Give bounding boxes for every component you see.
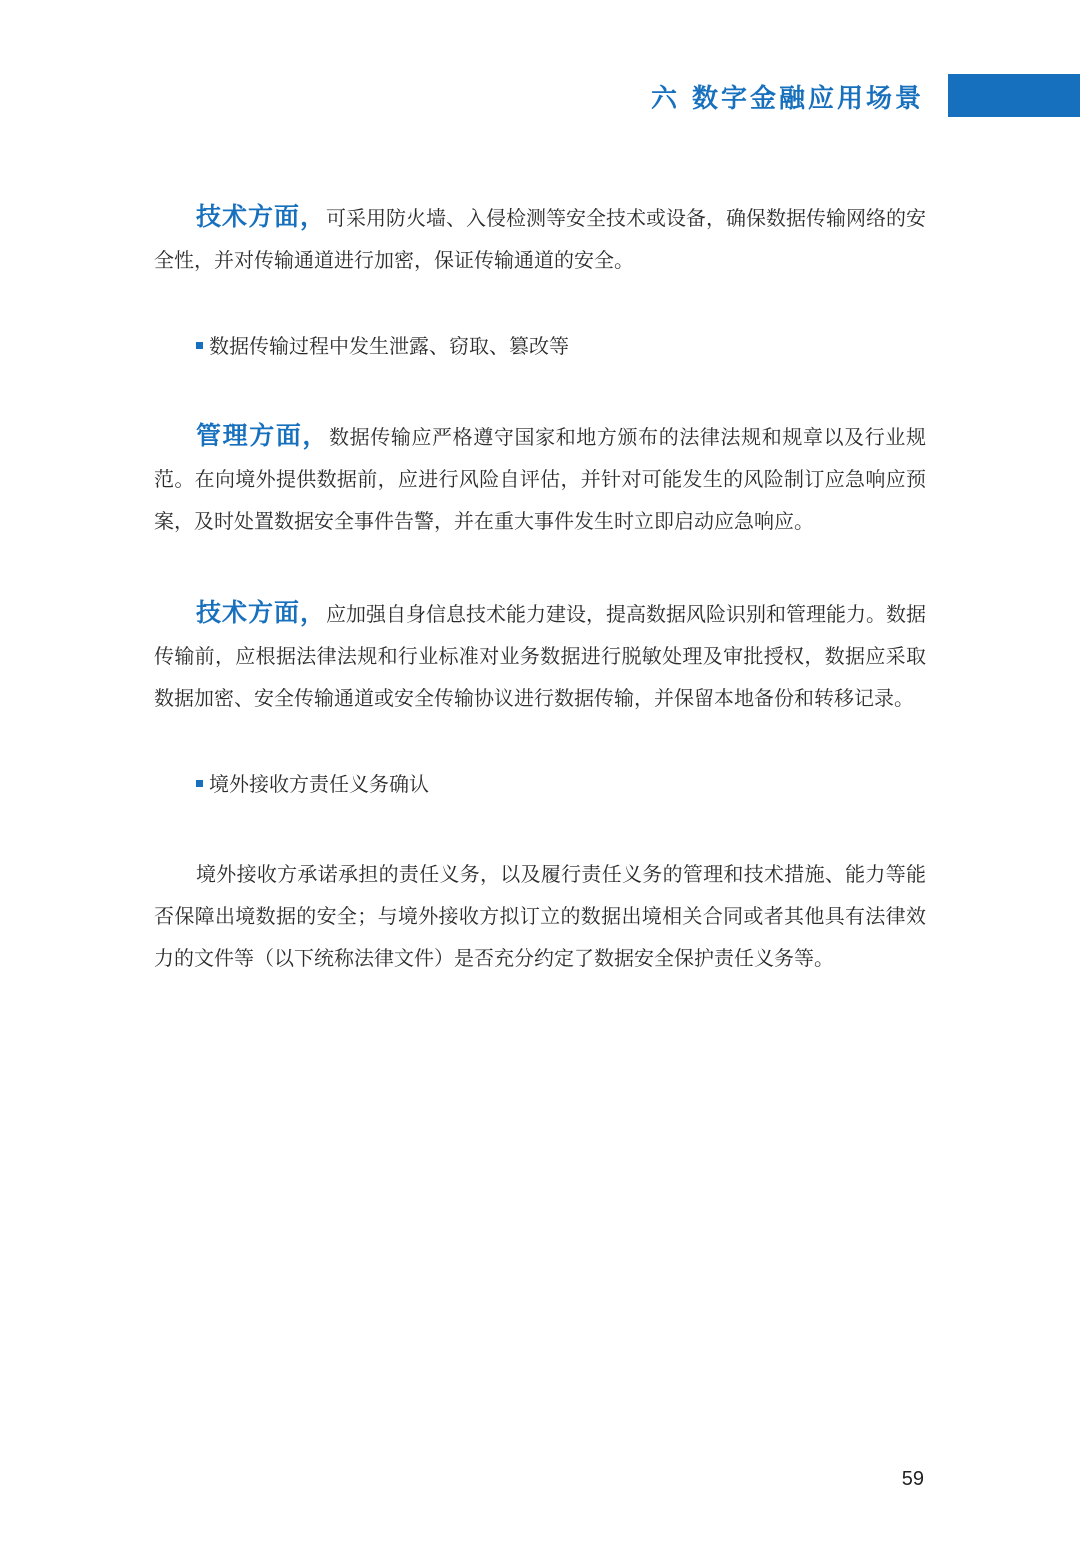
paragraph-body: 应加强自身信息技术能力建设，提高数据风险识别和管理能力。数据传输前，应根据法律法规和行业标准对业务数据进行脱敏处理及审批授权，数据应采取数据加密、安全传输通道或安全传输协议进行数据传输，并保留本地备份和转移记录。 xyxy=(154,602,927,710)
chapter-title: 六 数字金融应用场景 xyxy=(650,84,924,114)
bullet-item-receiver-duty xyxy=(154,769,926,799)
bullet-square-icon xyxy=(196,780,203,787)
paragraph-body: 境外接收方承诺承担的责任义务，以及履行责任义务的管理和技术措施、能力等能否保障出境数据的安全；与境外接收方拟订立的数据出境相关合同或者其他具有法律效力的文件等（以下统称法律文件）是否充分约定了数据安全保护责任义务等。 xyxy=(154,862,926,970)
paragraph-receiver-obligations xyxy=(154,853,926,979)
main-content xyxy=(154,196,926,1029)
page-number: 59 xyxy=(901,1468,924,1490)
header-accent-bar xyxy=(948,74,1080,117)
paragraph-lead: 技术方面， xyxy=(196,202,327,231)
paragraph-management xyxy=(154,415,926,542)
paragraph-body: 数据传输应严格遵守国家和地方颁布的法律法规和规章以及行业规范。在向境外提供数据前，应进行风险自评估，并针对可能发生的风险制订应急响应预案，及时处置数据安全事件告警，并在重大事件发生时立即启动应急响应。 xyxy=(154,425,926,533)
paragraph-lead: 管理方面， xyxy=(196,421,330,450)
paragraph-tech-capability xyxy=(154,592,926,719)
bullet-item-leak-risk xyxy=(154,331,926,361)
paragraph-lead: 技术方面， xyxy=(196,598,327,627)
bullet-label: 数据传输过程中发生泄露、窃取、篡改等 xyxy=(209,334,569,358)
paragraph-tech-network xyxy=(154,196,926,281)
bullet-label: 境外接收方责任义务确认 xyxy=(209,772,429,796)
paragraph-body: 可采用防火墙、入侵检测等安全技术或设备，确保数据传输网络的安全性，并对传输通道进行加密，保证传输通道的安全。 xyxy=(154,206,927,272)
bullet-square-icon xyxy=(196,342,203,349)
